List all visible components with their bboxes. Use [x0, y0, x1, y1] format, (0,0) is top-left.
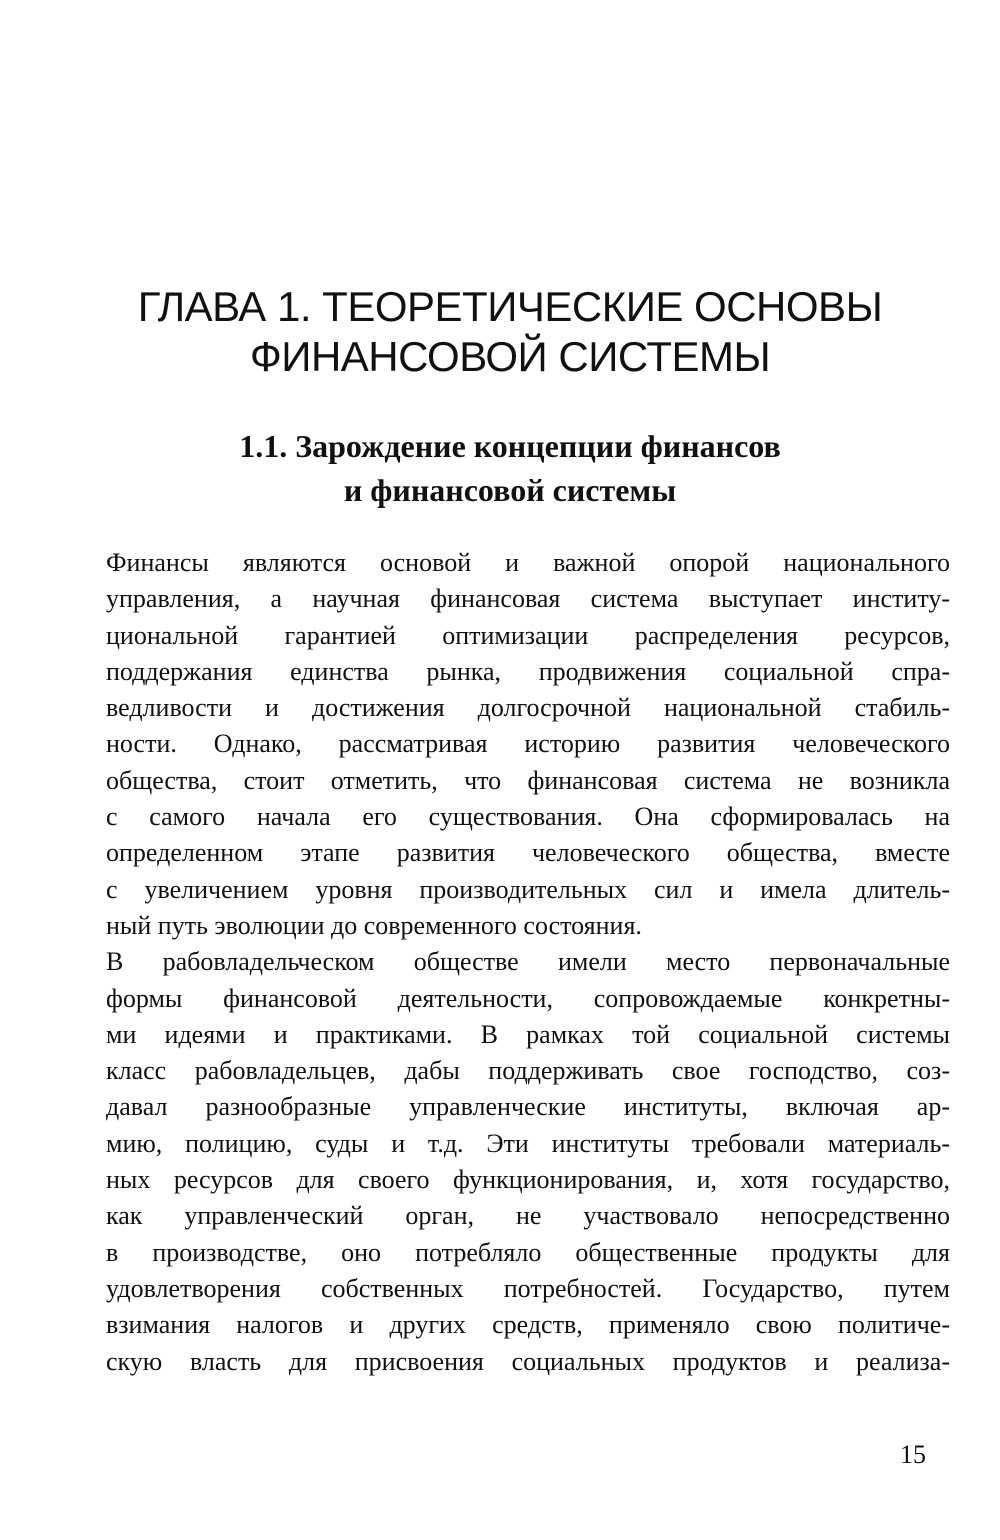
text-line: в производстве, оно потребляло общественные продукты для: [106, 1237, 950, 1267]
text-line: удовлетворения собственных потребностей. Государство, путем: [106, 1273, 950, 1303]
text-line: мию, полицию, суды и т.д. Эти институты требовали материаль-: [106, 1128, 950, 1158]
text-line: Финансы являются основой и важной опорой национального: [106, 548, 950, 577]
text-line: давал разнообразные управленческие институты, включая ар-: [106, 1092, 950, 1122]
page-number: 15: [900, 1440, 926, 1469]
text-line: взимания налогов и других средств, применяло свою политиче-: [106, 1310, 950, 1340]
text-line: ный путь эволюции до современного состояния.: [106, 910, 642, 940]
body-text: [64, 545, 950, 1380]
section-title-line-2: и финансовой системы: [343, 472, 677, 508]
text-line: В рабовладельческом обществе имели место первоначальные: [106, 947, 950, 977]
text-line: ведливости и достижения долгосрочной национальной стабиль-: [106, 693, 950, 723]
text-line: формы финансовой деятельности, сопровождаемые конкретны-: [106, 983, 950, 1013]
text-line: ности. Однако, рассматривая историю развития человеческого: [106, 729, 950, 759]
text-line: управления, а научная финансовая система выступает институ-: [106, 584, 950, 614]
chapter-title: [60, 282, 960, 382]
text-line: циональной гарантией оптимизации распределения ресурсов,: [106, 620, 950, 650]
text-line: поддержания единства рынка, продвижения социальной спра-: [106, 656, 950, 686]
text-line: класс рабовладельцев, дабы поддерживать свое господство, соз-: [106, 1056, 950, 1086]
text-line: с увеличением уровня производительных сил и имела длитель-: [106, 874, 950, 904]
text-line: с самого начала его существования. Она сформировалась на: [106, 802, 950, 832]
paragraph-2: [64, 944, 950, 1380]
text-line: скую власть для присвоения социальных продуктов и реализа-: [106, 1346, 950, 1376]
paragraph-1: [64, 545, 950, 944]
section-title-line-1: 1.1. Зарождение концепции финансов: [239, 428, 781, 464]
chapter-title-line-1: ГЛАВА 1. ТЕОРЕТИЧЕСКИЕ ОСНОВЫ: [137, 283, 883, 330]
text-line: как управленческий орган, не участвовало непосредственно: [106, 1201, 950, 1231]
text-line: общества, стоит отметить, что финансовая система не возникла: [106, 765, 950, 795]
text-line: определенном этапе развития человеческого общества, вместе: [106, 838, 950, 868]
text-line: ных ресурсов для своего функционирования, и, хотя государство,: [106, 1165, 950, 1195]
section-title: [80, 424, 940, 512]
text-line: ми идеями и практиками. В рамках той социальной системы: [106, 1019, 950, 1049]
chapter-title-line-2: ФИНАНСОВОЙ СИСТЕМЫ: [249, 333, 771, 380]
